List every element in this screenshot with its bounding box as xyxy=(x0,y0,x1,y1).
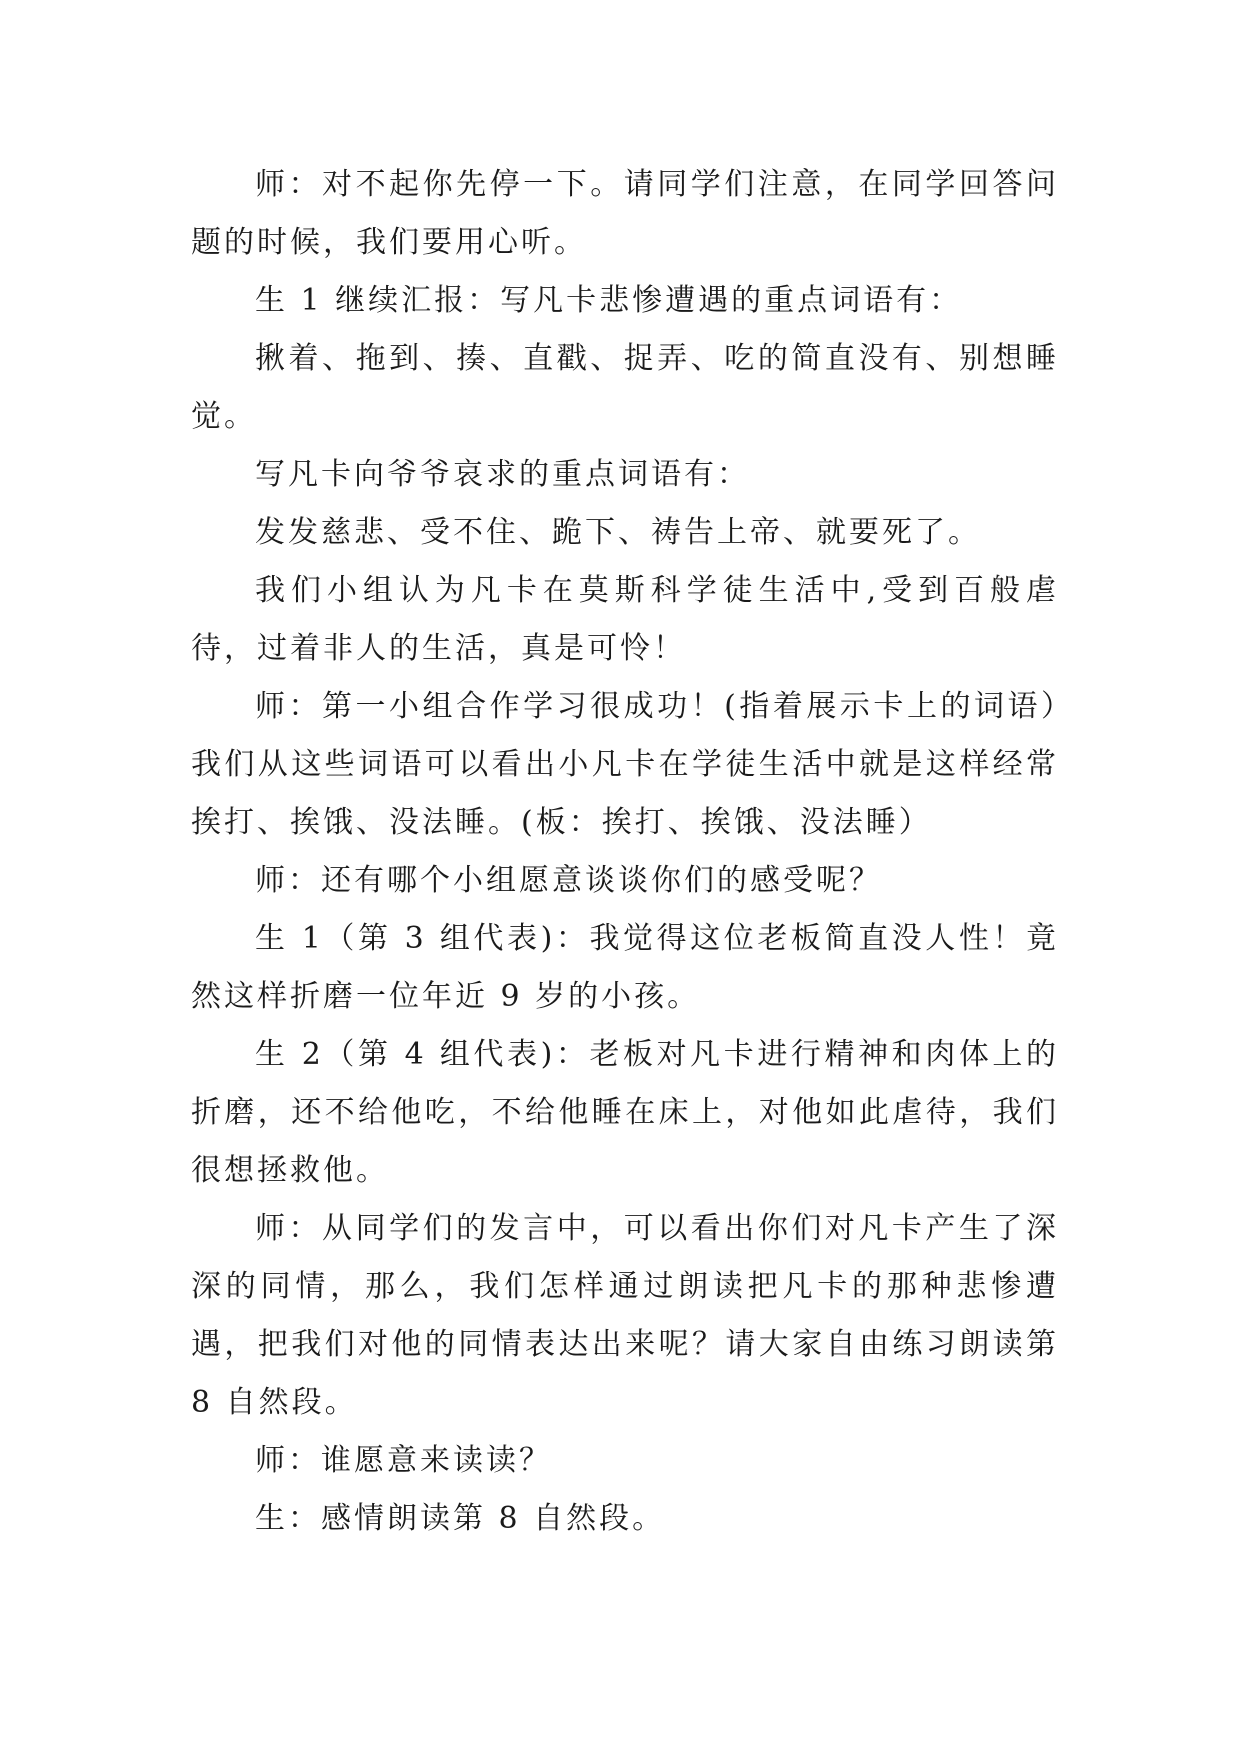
document-body xyxy=(191,156,1059,1548)
paragraph-teacher-question: 师：还有哪个小组愿意谈谈你们的感受呢？ xyxy=(255,863,882,898)
paragraph-student1-report: 生 1 继续汇报：写凡卡悲惨遭遇的重点词语有： xyxy=(255,283,963,318)
paragraph-pleading-words: 发发慈悲、受不住、跪下、祷告上帝、就要死了。 xyxy=(255,515,981,550)
paragraph-group4-representative: 生 2（第 4 组代表)：老板对凡卡进行精神和肉体上的折磨，还不给他吃，不给他睡在床上，对他如此虐待，我们很想拯救他。 xyxy=(191,1037,1059,1188)
paragraph-suffering-words: 揪着、拖到、揍、直戳、捉弄、吃的简直没有、别想睡觉。 xyxy=(191,341,1059,434)
paragraph-group3-representative: 生 1（第 3 组代表)：我觉得这位老板简直没人性！竟然这样折磨一位年近 9 岁的小孩。 xyxy=(191,921,1059,1014)
paragraph-teacher-praise: 师：第一小组合作学习很成功！(指着展示卡上的词语）我们从这些词语可以看出小凡卡在学徒生活中就是这样经常挨打、挨饿、没法睡。(板：挨打、挨饿、没法睡） xyxy=(191,689,1059,840)
paragraph-pleading-heading: 写凡卡向爷爷哀求的重点词语有： xyxy=(255,457,750,492)
paragraph-student-reads: 生：感情朗读第 8 自然段。 xyxy=(255,1501,666,1536)
paragraph-teacher-who-reads: 师：谁愿意来读读？ xyxy=(255,1443,552,1478)
paragraph-teacher-interrupt: 师：对不起你先停一下。请同学们注意，在同学回答问题的时候，我们要用心听。 xyxy=(191,167,1059,260)
paragraph-teacher-reading-task: 师：从同学们的发言中，可以看出你们对凡卡产生了深深的同情，那么，我们怎样通过朗读把凡卡的那种悲惨遭遇，把我们对他的同情表达出来呢？请大家自由练习朗读第 8 自然段。 xyxy=(191,1211,1059,1420)
paragraph-group-opinion: 我们小组认为凡卡在莫斯科学徒生活中,受到百般虐待，过着非人的生活，真是可怜！ xyxy=(191,573,1059,666)
